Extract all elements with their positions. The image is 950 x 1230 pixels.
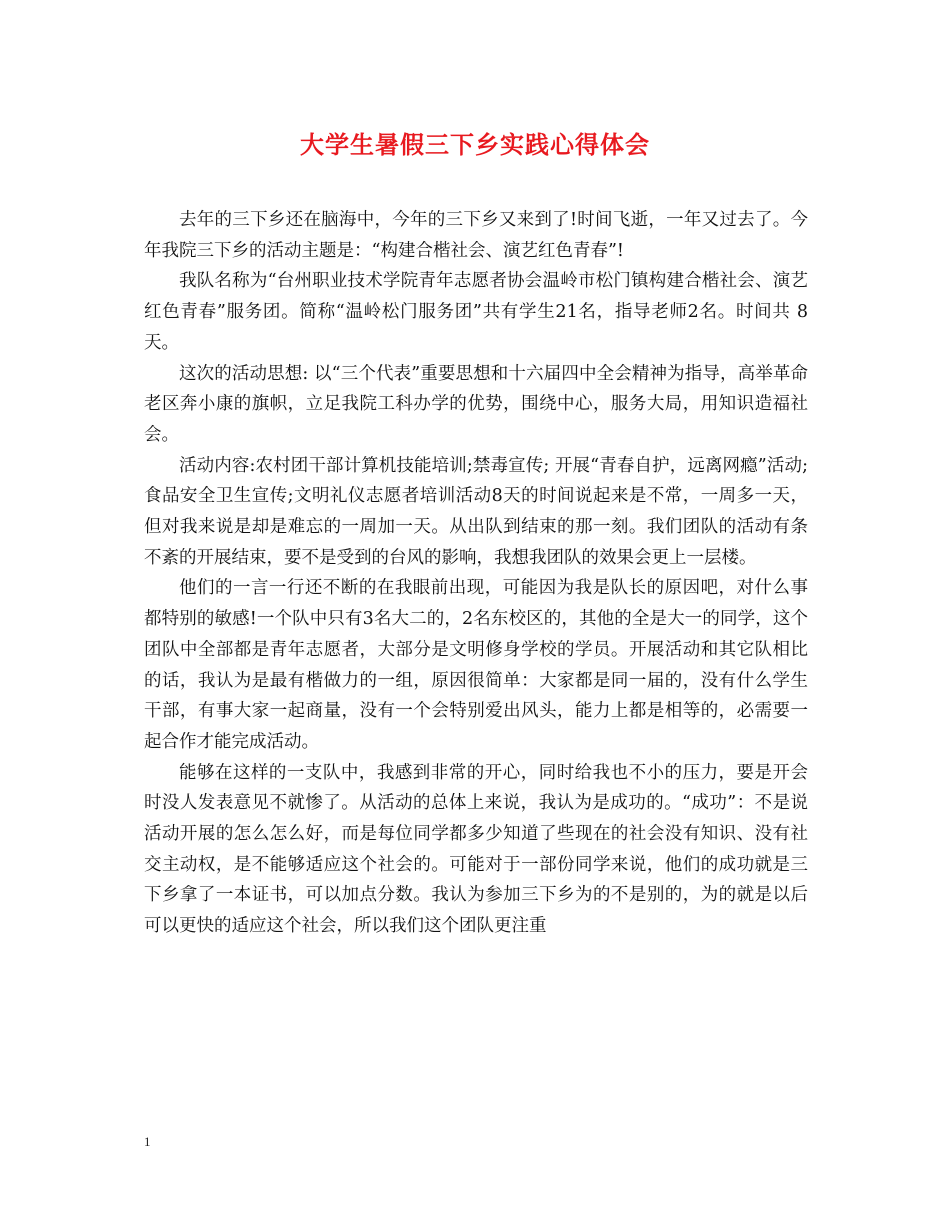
document-body: [144, 205, 808, 942]
document-title: 大学生暑假三下乡实践心得体会: [300, 130, 650, 159]
paragraph-1: 去年的三下乡还在脑海中，今年的三下乡又来到了!时间飞逝，一年又过去了。今年我院三下乡的活动主题是：“构建合楷社会、演艺红色青春”!: [144, 210, 808, 261]
paragraph-5: 他们的一言一行还不断的在我眼前出现，可能因为我是队长的原因吧，对什么事都特别的敏感!一个队中只有3名大二的，2名东校区的，其他的全是大一的同学，这个团队中全部都是青年志愿者，大部分是文明修身学校的学员。开展活动和其它队相比的话，我认为是最有楷做力的一组，原因很简单：大家都是同一届的，没有什么学生干部，有事大家一起商量，没有一个会特别爱出风头，能力上都是相等的，必需要一起合作才能完成活动。: [144, 578, 808, 752]
paragraph-2: 我队名称为“台州职业技术学院青年志愿者协会温岭市松门镇构建合楷社会、演艺红色青春”服务团。简称“温岭松门服务团”共有学生21名，指导老师2名。时间共 8天。: [144, 271, 808, 353]
paragraph-3: 这次的活动思想: 以“三个代表”重要思想和十六届四中全会精神为指导，高举革命老区奔小康的旗帜，立足我院工科办学的优势，围绕中心，服务大局，用知识造福社会。: [144, 363, 808, 445]
page-number: 1: [144, 1134, 151, 1149]
paragraph-6: 能够在这样的一支队中，我感到非常的开心，同时给我也不小的压力，要是开会时没人发表意见不就惨了。从活动的总体上来说，我认为是成功的。“成功”：不是说活动开展的怎么怎么好，而是每位同学都多少知道了些现在的社会没有知识、没有社交主动权，是不能够适应这个社会的。可能对于一部份同学来说，他们的成功就是三下乡拿了一本证书，可以加点分数。我认为参加三下乡为的不是别的，为的就是以后可以更快的适应这个社会，所以我们这个团队更注重: [144, 762, 808, 937]
paragraph-4: 活动内容:农村团干部计算机技能培训;禁毒宣传; 开展“青春自护，远离网瘾”活动;食品安全卫生宣传;文明礼仪志愿者培训活动8天的时间说起来是不常，一周多一天，但对我来说是却是难忘的一周加一天。从出队到结束的那一刻。我们团队的活动有条不紊的开展结束，要不是受到的台风的影响，我想我团队的效果会更上一层楼。: [144, 455, 808, 568]
